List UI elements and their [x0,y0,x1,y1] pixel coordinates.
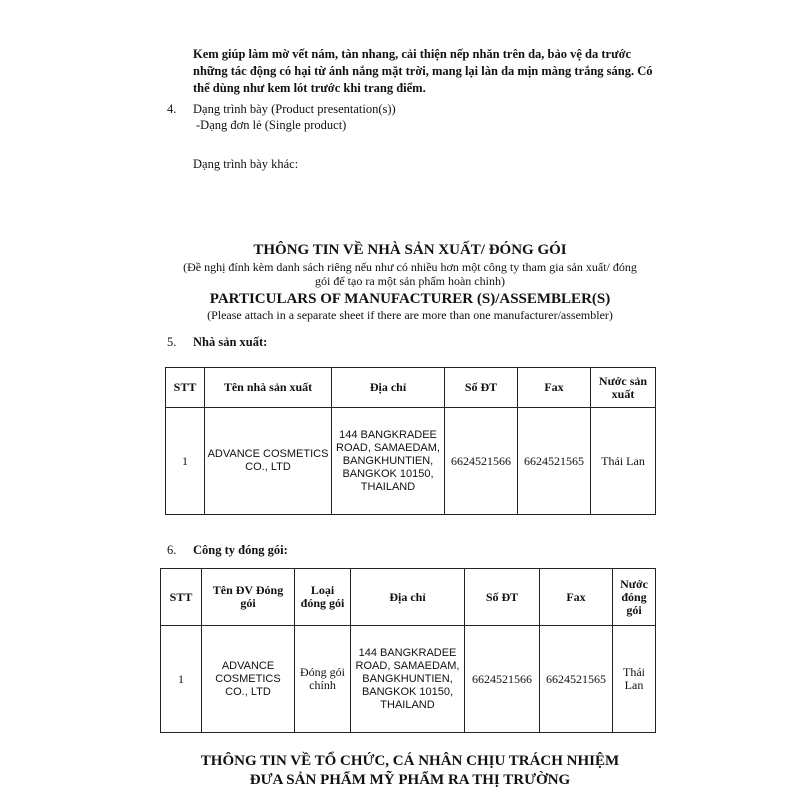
header-cell: STT [166,368,205,408]
cell: 144 BANGKRADEE ROAD, SAMAEDAM, BANGKHUNTIEN, BANGKOK 10150, THAILAND [332,408,445,515]
footer-line: THÔNG TIN VỀ TỔ CHỨC, CÁ NHÂN CHỊU TRÁCH NHIỆM [200,753,620,769]
section-note-en: (Please attach in a separate sheet if there are more than one manufacturer/assembler) [207,308,613,322]
item-number: 6. [167,543,177,557]
cell: ADVANCE COSMETICS CO., LTD [205,408,332,515]
cell: 1 [161,626,202,733]
section-note-vi: gói để tạo ra một sản phẩm hoàn chỉnh) [315,274,505,288]
cell: ADVANCE COSMETICS CO., LTD [202,626,295,733]
header-cell: STT [161,569,202,626]
table-row [161,626,656,733]
item-title: Nhà sản xuất: [193,335,268,349]
item-number: 5. [167,335,177,349]
cell: 6624521566 [465,626,540,733]
footer-heading [150,752,670,790]
text-line: Kem giúp làm mờ vết nám, tàn nhang, cải thiện nếp nhăn trên da, bảo vệ da trước [193,47,632,61]
table-row [166,408,656,515]
item-subtext: -Dạng đơn lẻ (Single product) [196,118,347,132]
cell: 6624521565 [540,626,613,733]
header-cell: Địa chỉ [351,569,465,626]
header-cell: Fax [540,569,613,626]
text-line: những tác động có hại từ ánh nắng mặt trời, mang lại làn da mịn màng trắng sáng. Có [193,64,653,78]
header-cell: Nước sản xuất [591,368,656,408]
header-cell: Nước đóng gói [613,569,656,626]
section-note-vi: (Đề nghị đính kèm danh sách riêng nếu như có nhiều hơn một công ty tham gia sản xuất/ đóng [183,260,637,274]
header-cell: Địa chỉ [332,368,445,408]
cell: 6624521565 [518,408,591,515]
header-cell: Tên nhà sản xuất [205,368,332,408]
section-title-vi: THÔNG TIN VỀ NHÀ SẢN XUẤT/ ĐÓNG GÓI [253,242,567,258]
table-header-row [166,368,656,408]
item-number: 4. [167,102,177,116]
cell: 6624521566 [445,408,518,515]
text-line: thể dùng như kem lót trước khi trang điểm. [193,81,426,95]
manufacturer-table [165,367,656,515]
cell: 144 BANGKRADEE ROAD, SAMAEDAM, BANGKHUNTIEN, BANGKOK 10150, THAILAND [351,626,465,733]
header-cell: Số ĐT [465,569,540,626]
header-cell: Số ĐT [445,368,518,408]
item-other: Dạng trình bày khác: [193,157,299,171]
item-title: Công ty đóng gói: [193,543,288,557]
section-title-en: PARTICULARS OF MANUFACTURER (S)/ASSEMBLER(S) [209,291,611,307]
packager-table [160,568,656,733]
cell: 1 [166,408,205,515]
footer-line: ĐƯA SẢN PHẨM MỸ PHẨM RA THỊ TRƯỜNG [249,772,571,788]
table-header-row [161,569,656,626]
cell: Thái Lan [613,626,656,733]
header-cell: Fax [518,368,591,408]
product-description [193,46,653,97]
header-cell: Loại đóng gói [295,569,351,626]
cell: Đóng gói chính [295,626,351,733]
cell: Thái Lan [591,408,656,515]
section-header [150,240,670,322]
header-cell: Tên ĐV Đóng gói [202,569,295,626]
item-title: Dạng trình bày (Product presentation(s)) [193,102,396,116]
